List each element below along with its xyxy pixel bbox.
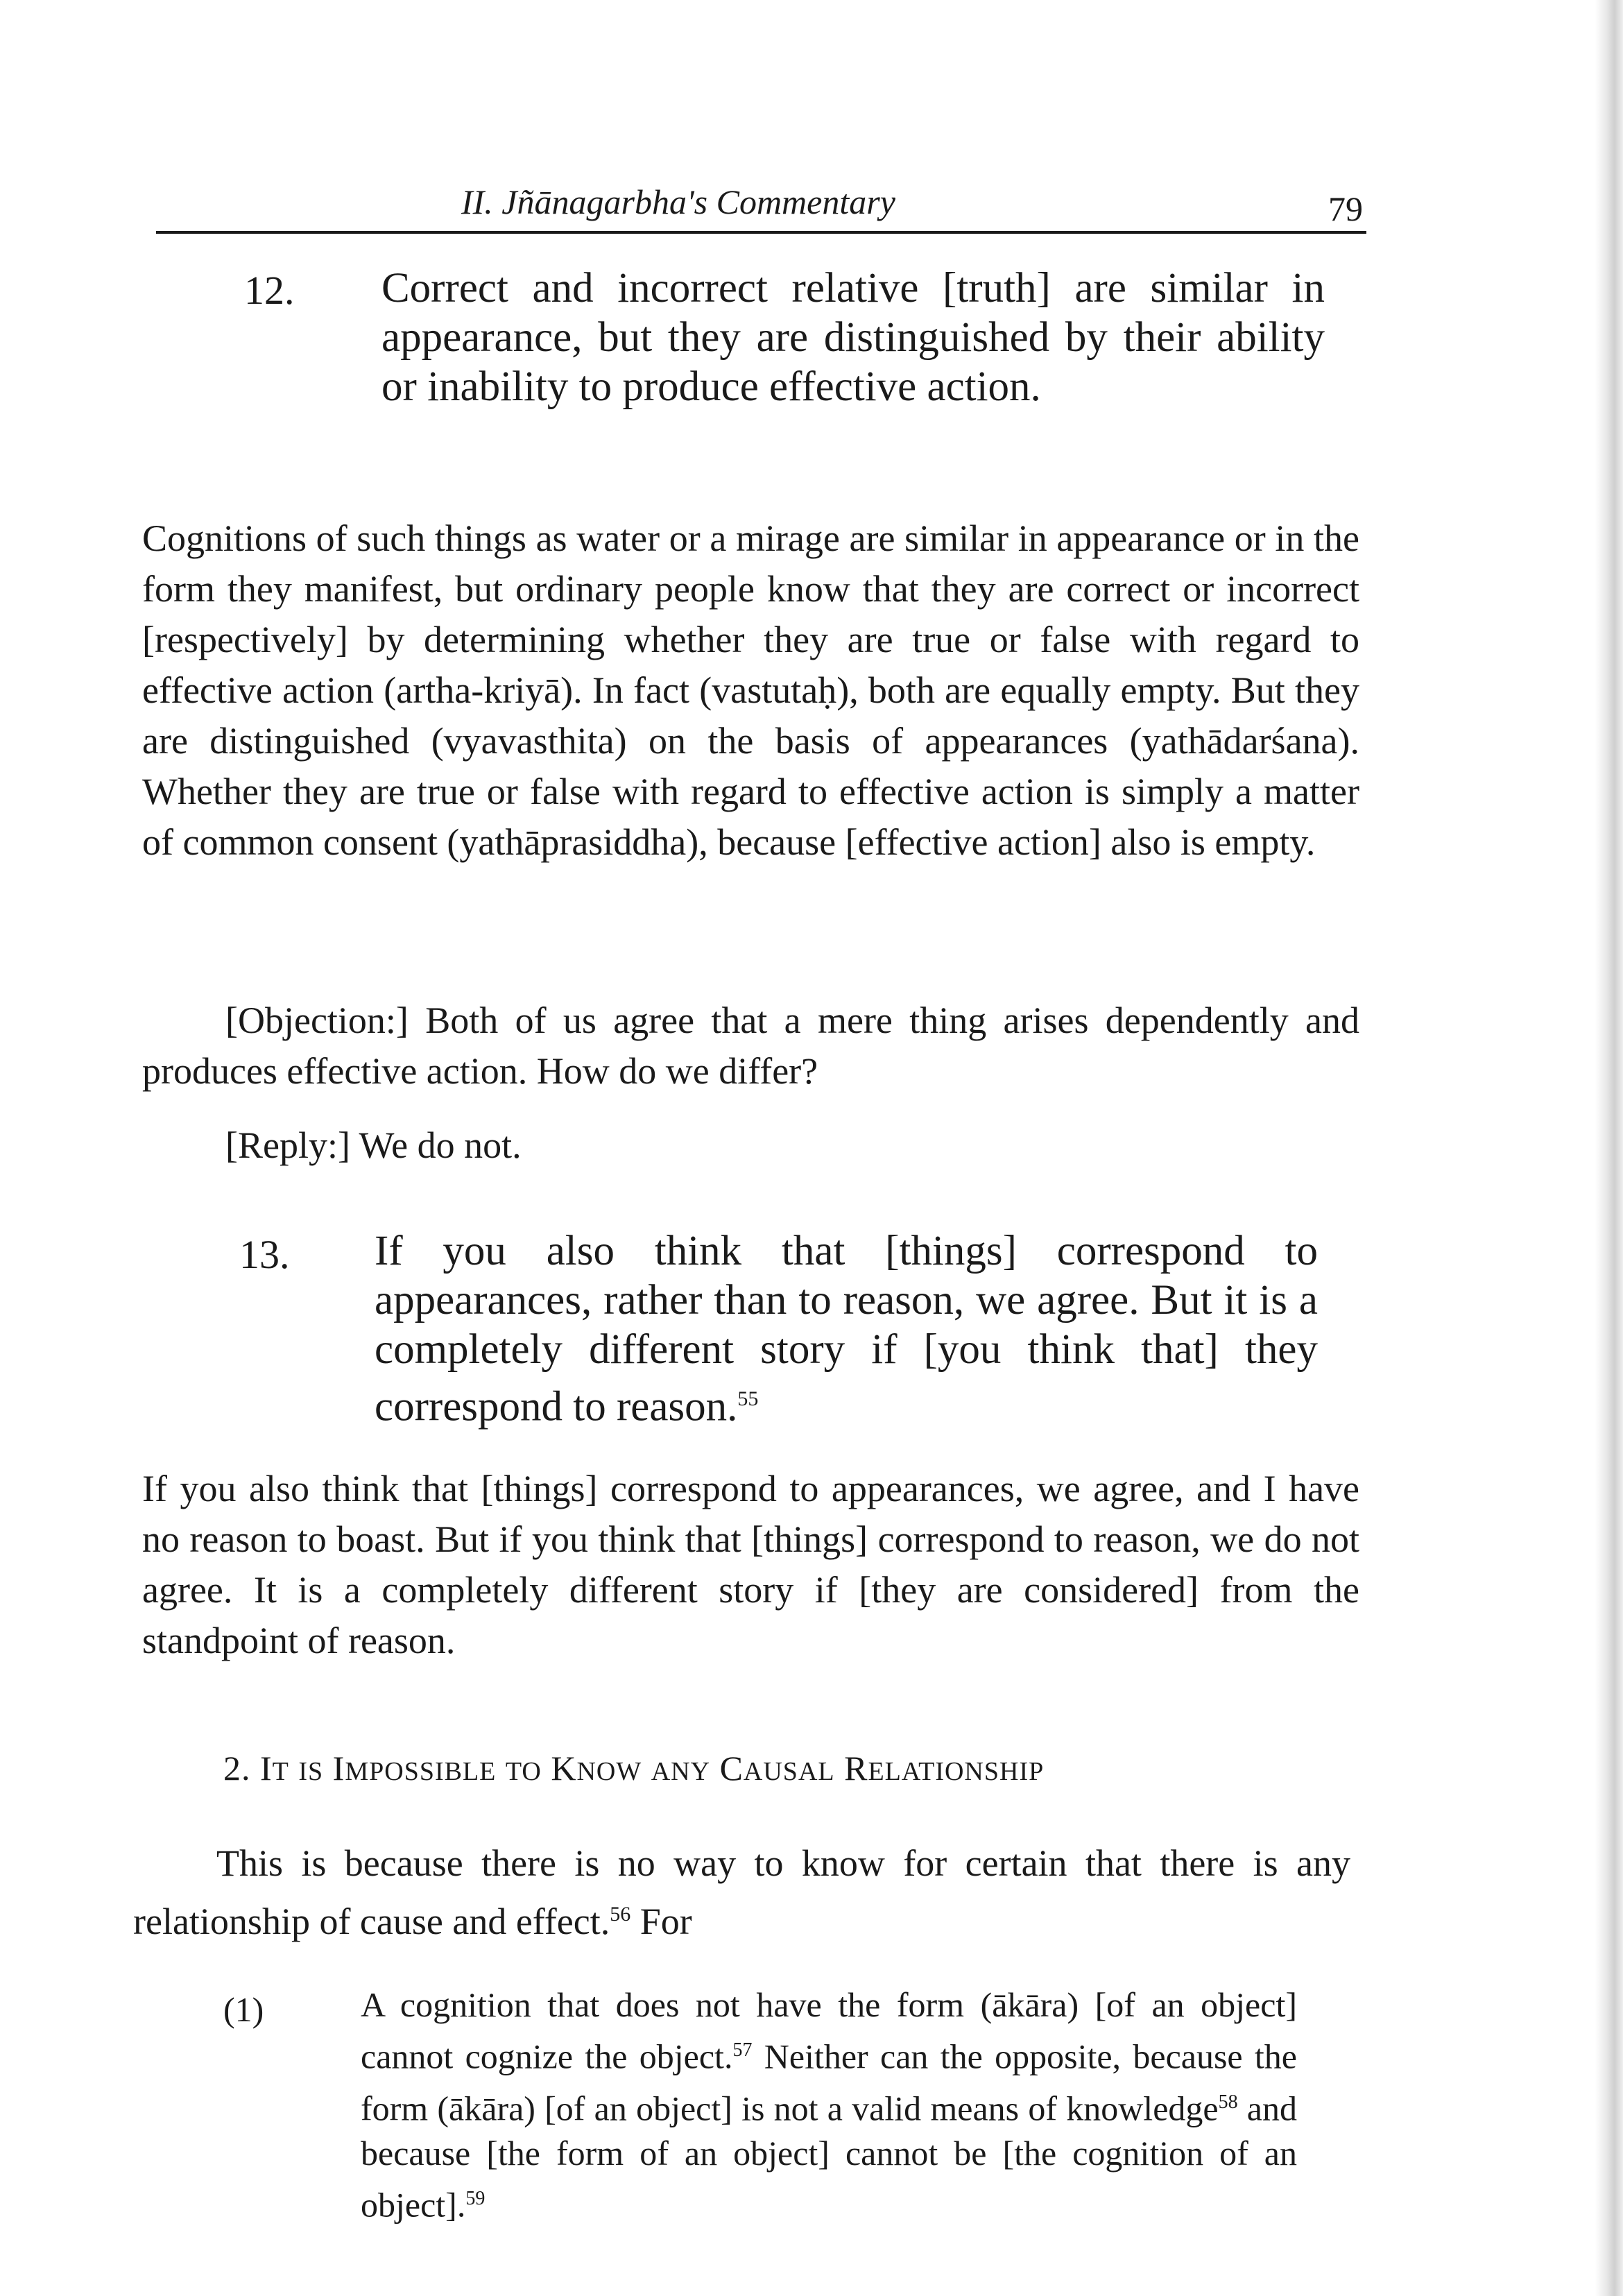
heading-word: IT <box>260 1749 289 1788</box>
heading-word: RELATIONSHIP <box>844 1749 1045 1788</box>
objection-paragraph: [Objection:] Both of us agree that a mere thing arises dependently and produces effective action. How do we differ? <box>142 1000 1359 1092</box>
header-rule <box>156 231 1366 234</box>
section-heading <box>223 1748 1044 1788</box>
footnote-ref-55: 55 <box>737 1387 759 1410</box>
page-number: 79 <box>1328 189 1363 228</box>
section-heading-title <box>260 1749 1044 1788</box>
verse-12-text: Correct and incorrect relative [truth] are similar in appearance, but they are distinguished by their ability or inability to produce effective action. <box>381 265 1325 410</box>
footnote-ref-57: 57 <box>732 2039 753 2061</box>
reply-paragraph: [Reply:] We do not. <box>225 1124 522 1166</box>
commentary-paragraph-2: If you also think that [things] correspond to appearances, we agree, and I have no reason to boast. But if you think that [things] correspond to reason, we do not agree. It is a completely different story if [they are considered] from the standpoint of reason. <box>142 1468 1359 1661</box>
verse-13-text: If you also think that [things] correspond to appearances, rather than to reason, we agree. But it is a completely different story if [you think that] they correspond to reason.$^{55}$ <box>375 1228 1318 1430</box>
heading-word: KNOW <box>551 1749 642 1788</box>
item-1-number: (1) <box>223 1990 264 2029</box>
commentary-paragraph-1: Cognitions of such things as water or a mirage are similar in appearance or in the form they manifest, but ordinary people know that they are correct or incorrect [respectively] by determining whether they are true or false with regard to effective action (artha-kriyā). In fact (vastutaḥ), both are equally empty. But they are distinguished (vyavasthita) on the basis of appearances (yathādarśana). Whether they are true or false with regard to effective action is simply a matter of common consent (yathāprasiddha), because [effective action] also is empty. <box>142 517 1359 863</box>
heading-word: CAUSAL <box>719 1749 835 1788</box>
item-1-text: A cognition that does not have the form (ākāra) [of an object] cannot cognize the object.$^{57}$ Neither can the opposite, because the form (ākāra) [of an object] is not a valid means of knowledge$^{58}$ and because [the form of an object] cannot be [the cognition of an object].$^{59}$ <box>361 1985 1297 2225</box>
footnote-ref-58: 58 <box>1218 2091 1238 2113</box>
heading-word: TO <box>505 1757 542 1786</box>
book-spine-shadow <box>1595 0 1623 2296</box>
running-header: II. Jñānagarbha's Commentary <box>461 182 895 221</box>
section-number: 2. <box>223 1749 251 1788</box>
heading-word: IMPOSSIBLE <box>332 1749 497 1788</box>
verse-13-number: 13. <box>239 1232 290 1277</box>
verse-12-number: 12. <box>244 268 295 313</box>
commentary-paragraph-3: This is because there is no way to know for certain that there is any relationship of cause and effect.$^{56}$ For <box>133 1842 1350 1942</box>
footnote-ref-56: 56 <box>610 1903 631 1926</box>
heading-word: IS <box>298 1757 324 1786</box>
footnote-ref-59: 59 <box>465 2188 486 2210</box>
heading-word: ANY <box>651 1757 711 1786</box>
